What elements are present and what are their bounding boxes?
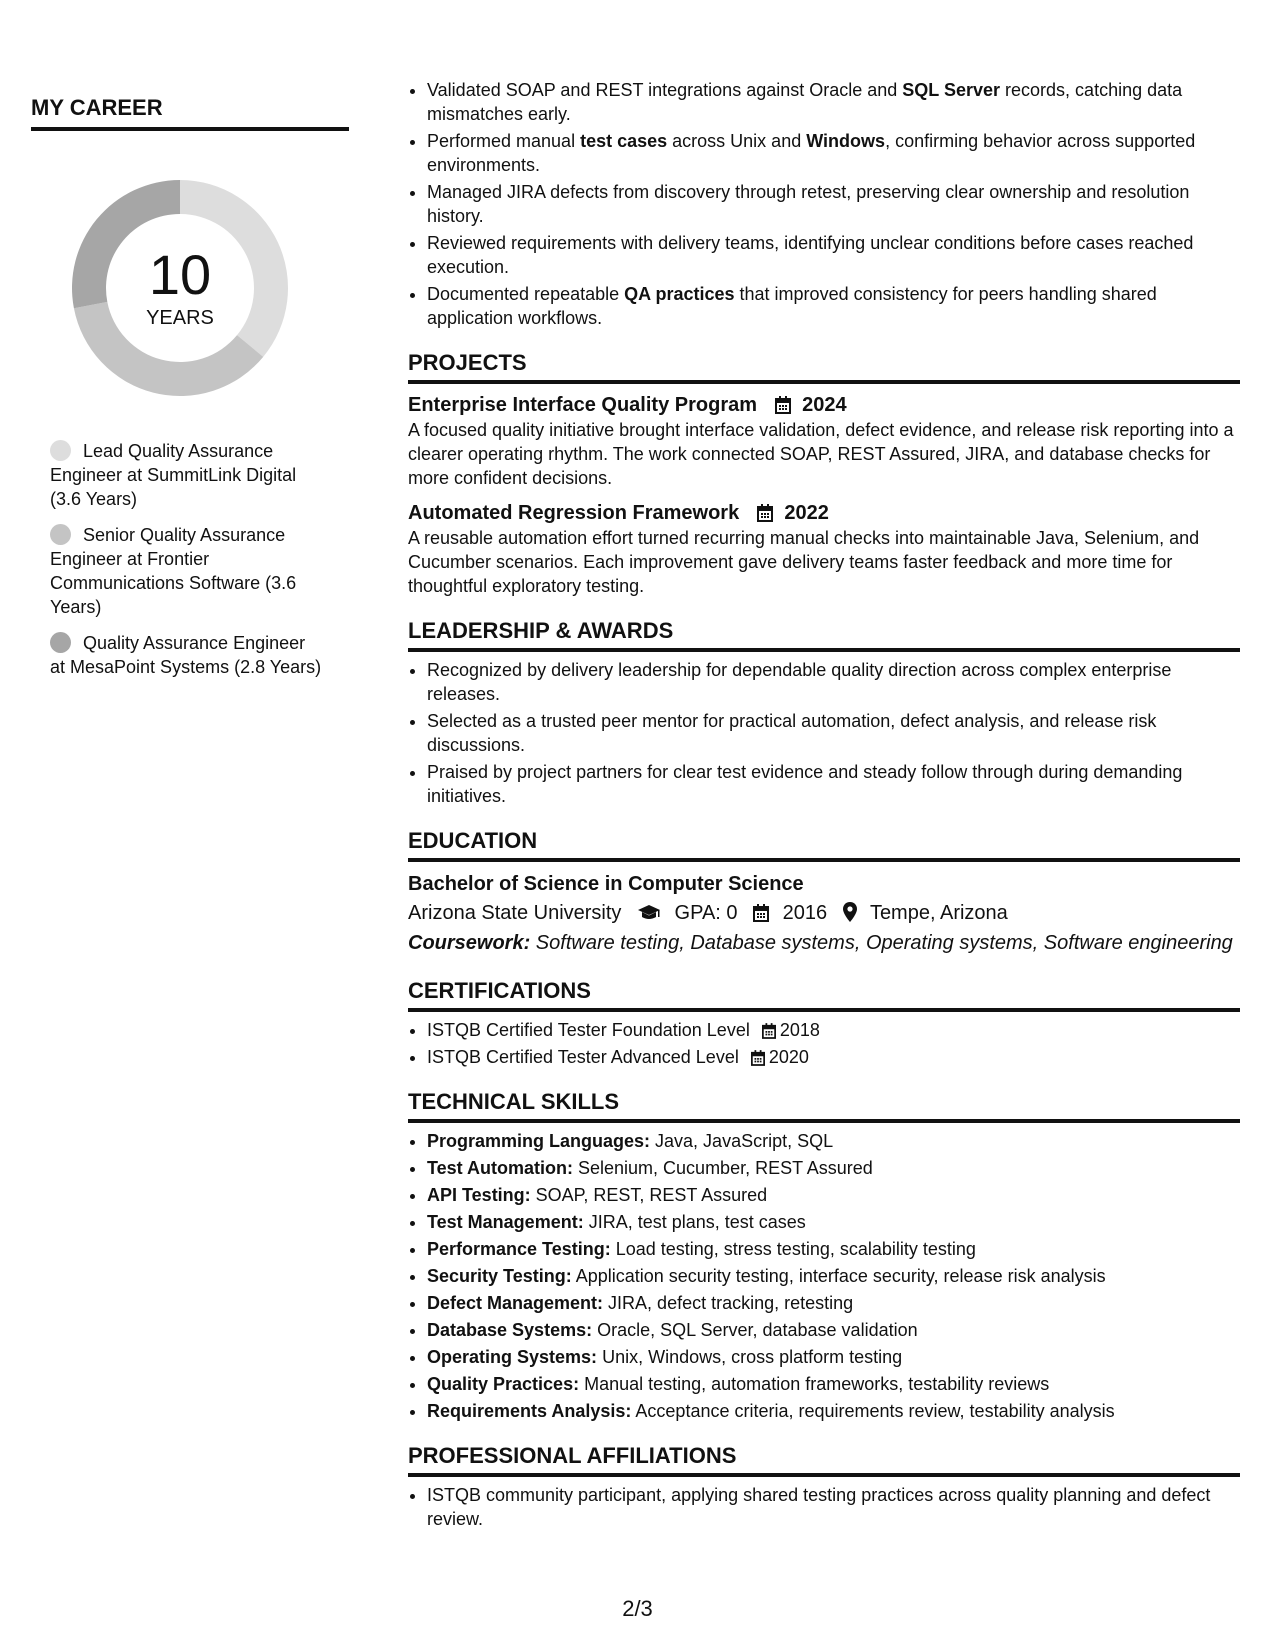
affiliations-heading: PROFESSIONAL AFFILIATIONS: [408, 1443, 1240, 1477]
career-item: [50, 523, 325, 619]
skill-value: Application security testing, interface security, release risk analysis: [571, 1266, 1106, 1286]
bullet-text: Documented repeatable: [427, 284, 625, 304]
career-item-text: Senior Quality Assurance Engineer at Frontier Communications Software (3.6 Years): [50, 525, 297, 617]
bullet-text: Validated SOAP and REST integrations against Oracle and: [427, 80, 903, 100]
education-details: [408, 898, 1240, 928]
project-entry: [408, 392, 1240, 490]
skill-label: Performance Testing:: [427, 1239, 611, 1259]
leadership-item: • Selected as a trusted peer mentor for practical automation, defect analysis, and release risk discussions.: [427, 709, 1240, 757]
career-item-text: Lead Quality Assurance Engineer at SummitLink Digital (3.6 Years): [50, 441, 297, 509]
skill-item: [427, 1318, 1240, 1342]
calendar-icon: [753, 902, 769, 924]
donut-center: [65, 173, 295, 403]
skill-value: Manual testing, automation frameworks, testability reviews: [579, 1374, 1050, 1394]
career-item: [50, 439, 325, 511]
skill-label: Quality Practices:: [427, 1374, 580, 1394]
experience-bullets: [408, 78, 1240, 330]
total-years-unit: YEARS: [146, 306, 214, 329]
school-location: Tempe, Arizona: [869, 902, 1008, 924]
degree-title: Bachelor of Science in Computer Science: [408, 873, 804, 895]
project-description: A reusable automation effort turned recurring manual checks into maintainable Java, Selenium, and Cucumber scenarios. Each improvement gave delivery teams faster feedback and more time for thoughtful exploratory testing.: [408, 528, 1200, 596]
career-sidebar: [31, 95, 349, 691]
projects-heading: PROJECTS: [408, 350, 1240, 384]
skill-value: JIRA, test plans, test cases: [583, 1212, 806, 1232]
calendar-icon: [762, 1020, 776, 1040]
experience-bullet: [427, 78, 1240, 126]
total-years-value: 10: [148, 242, 212, 306]
leadership-item: • Recognized by delivery leadership for dependable quality direction across complex enterprise releases.: [427, 658, 1240, 706]
leadership-heading: LEADERSHIP & AWARDS: [408, 618, 1240, 652]
experience-bullet: [427, 282, 1240, 330]
skill-item: [427, 1345, 1240, 1369]
bullet-text: Performed manual: [427, 131, 581, 151]
project-header: [408, 500, 1240, 526]
bullet-text: records, catching data mismatches early.: [427, 80, 1183, 124]
career-list: [31, 439, 325, 679]
skill-label: Test Management:: [427, 1212, 584, 1232]
skills-list: [408, 1129, 1240, 1423]
skill-value: Oracle, SQL Server, database validation: [592, 1320, 918, 1340]
skill-label: Operating Systems:: [427, 1347, 598, 1367]
leadership-list: [408, 658, 1240, 808]
career-item-text: Quality Assurance Engineer at MesaPoint Systems (2.8 Years): [50, 633, 322, 677]
affiliations-list: [408, 1483, 1240, 1531]
skill-item: [427, 1399, 1240, 1423]
calendar-icon: [757, 502, 773, 524]
skill-value: SOAP, REST, REST Assured: [530, 1185, 768, 1205]
experience-bullet: [427, 129, 1240, 177]
sidebar-title: MY CAREER: [31, 95, 349, 131]
bullet-emphasis: QA practices: [624, 284, 735, 304]
project-header: [408, 392, 1240, 418]
certification-name: ISTQB Certified Tester Foundation Level: [427, 1020, 750, 1040]
skill-value: JIRA, defect tracking, retesting: [603, 1293, 854, 1313]
graduation-cap-icon: [637, 902, 661, 924]
skill-label: Test Automation:: [427, 1158, 573, 1178]
skill-label: Requirements Analysis:: [427, 1401, 632, 1421]
gpa: GPA: 0: [674, 902, 738, 924]
certification-year: 2020: [768, 1047, 809, 1067]
affiliation-item: • ISTQB community participant, applying shared testing practices across quality planning and defect review.: [427, 1483, 1240, 1531]
page-number: 2/3: [622, 1596, 653, 1621]
skill-value: Acceptance criteria, requirements review, testability analysis: [631, 1401, 1115, 1421]
bullet-text: that improved consistency for peers handling shared application workflows.: [427, 284, 1157, 328]
skill-label: Programming Languages:: [427, 1131, 651, 1151]
bullet-emphasis: Windows: [806, 131, 886, 151]
skill-item: [427, 1291, 1240, 1315]
skill-value: Unix, Windows, cross platform testing: [597, 1347, 903, 1367]
experience-bullet: [427, 180, 1240, 228]
career-item: [50, 631, 325, 679]
certification-item: [427, 1045, 1240, 1069]
calendar-icon: [751, 1047, 765, 1067]
legend-dot: [50, 632, 71, 653]
bullet-text: across Unix and: [667, 131, 807, 151]
skill-item: [427, 1156, 1240, 1180]
skill-label: Security Testing:: [427, 1266, 572, 1286]
skill-label: API Testing:: [427, 1185, 531, 1205]
bullet-text: Managed JIRA defects from discovery through retest, preserving clear ownership and resolution history.: [427, 182, 1190, 226]
skill-label: Defect Management:: [427, 1293, 604, 1313]
project-name: Automated Regression Framework: [408, 502, 740, 524]
skill-item: [427, 1210, 1240, 1234]
career-donut-chart: [65, 173, 295, 403]
calendar-icon: [775, 394, 791, 416]
skill-item: [427, 1129, 1240, 1153]
skill-item: [427, 1237, 1240, 1261]
certifications-heading: CERTIFICATIONS: [408, 978, 1240, 1012]
project-description: A focused quality initiative brought interface validation, defect evidence, and release risk reporting into a clearer operating rhythm. The work connected SOAP, REST Assured, JIRA, and database checks for more confident decisions.: [408, 420, 1234, 488]
skill-item: [427, 1372, 1240, 1396]
legend-dot: [50, 524, 71, 545]
certification-year: 2018: [779, 1020, 820, 1040]
skill-value: Load testing, stress testing, scalability testing: [610, 1239, 976, 1259]
skill-item: [427, 1264, 1240, 1288]
certification-item: [427, 1018, 1240, 1042]
coursework: [408, 928, 1240, 958]
legend-dot: [50, 440, 71, 461]
bullet-emphasis: SQL Server: [902, 80, 1001, 100]
certification-name: ISTQB Certified Tester Advanced Level: [427, 1047, 739, 1067]
skill-value: Selenium, Cucumber, REST Assured: [573, 1158, 873, 1178]
bullet-text: , confirming behavior across supported environments.: [427, 131, 1196, 175]
main-column: [408, 78, 1240, 1534]
graduation-year: 2016: [782, 902, 828, 924]
leadership-item: • Praised by project partners for clear test evidence and steady follow through during demanding initiatives.: [427, 760, 1240, 808]
skill-value: Java, JavaScript, SQL: [650, 1131, 834, 1151]
certifications-list: [408, 1018, 1240, 1069]
project-entry: [408, 500, 1240, 598]
project-year: 2022: [784, 502, 829, 524]
skill-item: [427, 1183, 1240, 1207]
school-name: Arizona State University: [408, 902, 622, 924]
coursework-list: Software testing, Database systems, Operating systems, Software engineering: [530, 932, 1233, 954]
coursework-label: Coursework:: [408, 932, 531, 954]
bullet-text: Reviewed requirements with delivery teams, identifying unclear conditions before cases reached execution.: [427, 233, 1194, 277]
project-name: Enterprise Interface Quality Program: [408, 394, 758, 416]
experience-bullet: [427, 231, 1240, 279]
skills-heading: TECHNICAL SKILLS: [408, 1089, 1240, 1123]
project-year: 2024: [802, 394, 847, 416]
education-heading: EDUCATION: [408, 828, 1240, 862]
bullet-emphasis: test cases: [580, 131, 668, 151]
skill-label: Database Systems:: [427, 1320, 593, 1340]
location-pin-icon: [843, 902, 857, 924]
